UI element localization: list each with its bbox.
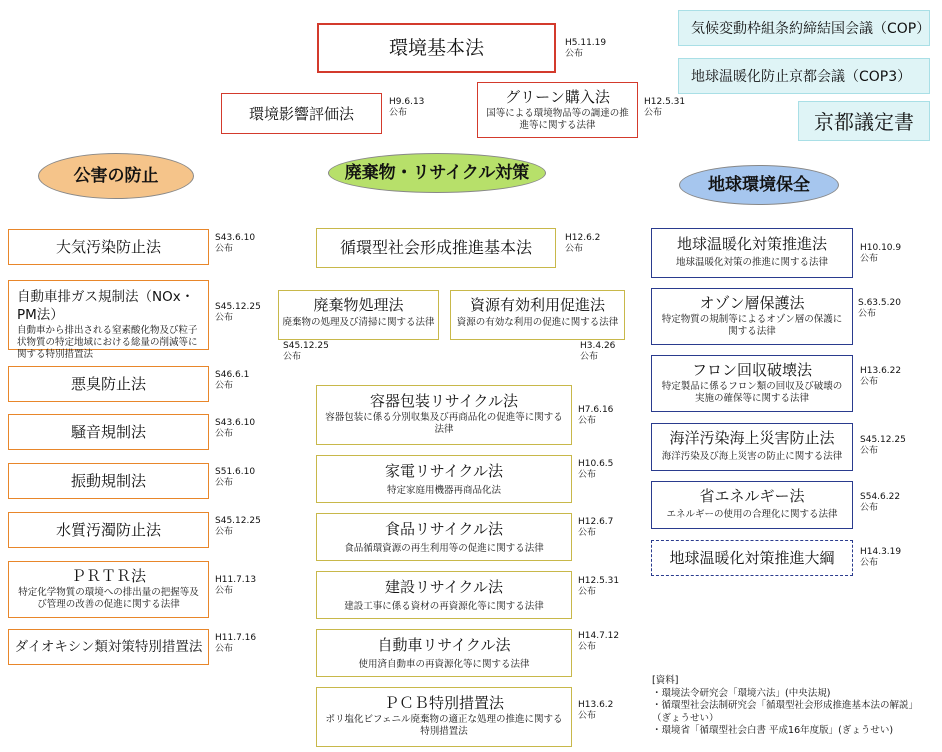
cop-box: 気候変動枠組条約締結国会議（COP） (678, 10, 930, 46)
green-sub: 国等による環境物品等の調達の推進等に関する法律 (486, 108, 629, 131)
right-law-6: 地球温暖化対策推進大綱 (651, 540, 853, 576)
junkan-box: 循環型社会形成推進基本法 (316, 228, 556, 268)
green-box (477, 82, 638, 138)
reference-item: ・循環型社会法制研究会「循環型社会形成推進基本法の解説」 (652, 700, 919, 711)
right-law-2: オゾン層保護法 特定物質の規制等によるオゾン層の保護に関する法律 (651, 288, 853, 345)
recycle-4: 建設リサイクル法 建設工事に係る資材の再資源化等に関する法律 (316, 571, 572, 619)
right-law-1: 地球温暖化対策推進法 地球温暖化対策の推進に関する法律 (651, 228, 853, 278)
recycle-2: 家電リサイクル法 特定家庭用機器再商品化法 (316, 455, 572, 503)
kyoto-protocol-box: 京都議定書 (798, 101, 930, 141)
recycle-1: 容器包装リサイクル法 容器包装に係る分別収集及び再商品化の促進等に関する法律 (316, 385, 572, 445)
kankyo-kihon-box (317, 23, 556, 73)
cop3-box: 地球温暖化防止京都会議（COP3） (678, 58, 930, 94)
reference-item: ・環境省「循環型社会白書 平成16年度版」(ぎょうせい) (652, 725, 894, 736)
left-law-3: 悪臭防止法 (8, 366, 209, 402)
left-law-6: 水質汚濁防止法 (8, 512, 209, 548)
reference-item: （ぎょうせい） (652, 712, 719, 724)
eikyo-box (221, 93, 382, 134)
right-law-4: 海洋汚染海上災害防止法 海洋汚染及び海上災害の防止に関する法律 (651, 423, 853, 471)
left-law-4: 騒音規制法 (8, 414, 209, 450)
left-law-2: 自動車排ガス規制法（NOx・PM法） 自動車から排出される窒素酸化物及び粒子状物質の特定地域における総量の削減等に関する特別措置法 (8, 280, 209, 350)
references-heading: [資料] (652, 675, 679, 686)
recycle-5: 自動車リサイクル法 使用済自動車の再資源化等に関する法律 (316, 629, 572, 677)
kankyo-kihon-title: 環境基本法 (388, 37, 484, 59)
green-date: H12.5.31 公布 (644, 97, 686, 118)
recycle-6: ＰＣＢ特別措置法 ポリ塩化ビフェニル廃棄物の適正な処理の推進に関する特別措置法 (316, 687, 572, 747)
left-law-7: ＰＲＴＲ法 特定化学物質の環境への排出量の把握等及び管理の改善の促進に関する法律 (8, 561, 209, 618)
reference-item: ・環境法令研究会「環境六法」(中央法規) (652, 687, 831, 699)
haikibutsu-box: 廃棄物処理法 廃棄物の処理及び清掃に関する法律 (278, 290, 439, 340)
global-category: 地球環境保全 (679, 165, 839, 205)
references (652, 675, 918, 738)
recycle-3: 食品リサイクル法 食品循環資源の再生利用等の促進に関する法律 (316, 513, 572, 561)
left-law-1: 大気汚染防止法 (8, 229, 209, 265)
left-law-5: 振動規制法 (8, 463, 209, 499)
shigen-box: 資源有効利用促進法 資源の有効な利用の促進に関する法律 (450, 290, 625, 340)
green-title: グリーン購入法 (505, 88, 610, 106)
kankyo-kihon-date: H5.11.19 公布 (565, 38, 607, 59)
right-law-5: 省エネルギー法 エネルギーの使用の合理化に関する法律 (651, 481, 853, 529)
pollution-category: 公害の防止 (38, 153, 194, 199)
right-law-3: フロン回収破壊法 特定製品に係るフロン類の回収及び破壊の実施の確保等に関する法律 (651, 355, 853, 412)
eikyo-date: H9.6.13 公布 (389, 97, 425, 118)
left-law-8: ダイオキシン類対策特別措置法 (8, 629, 209, 665)
eikyo-title: 環境影響評価法 (248, 104, 354, 123)
waste-category: 廃棄物・リサイクル対策 (328, 153, 546, 193)
